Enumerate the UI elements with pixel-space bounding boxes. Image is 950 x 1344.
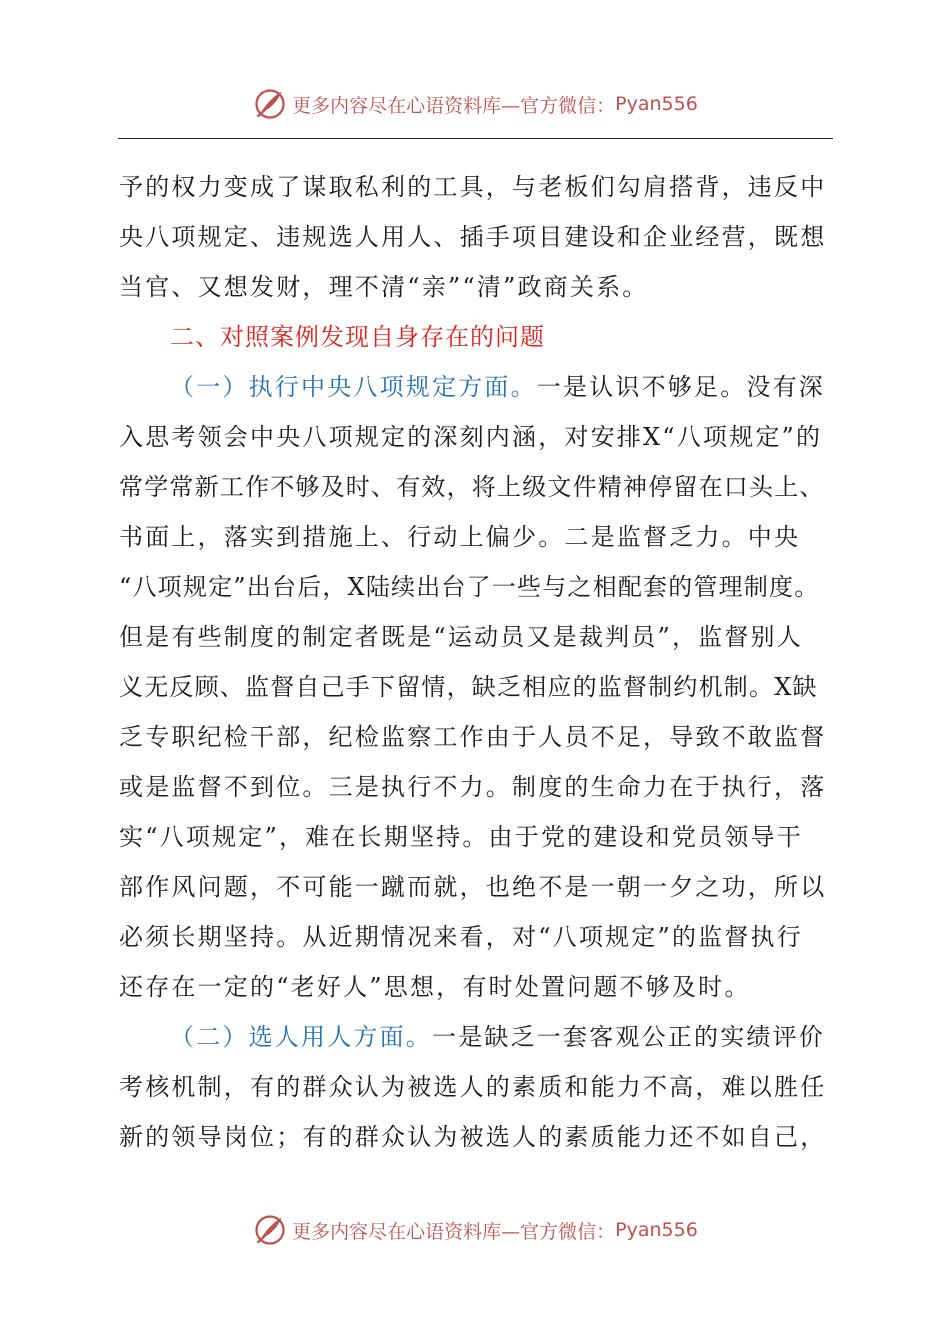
paragraph-text: 一是认识不够足。没有深 — [536, 373, 826, 401]
paragraph-line: 部作风问题，不可能一蹴而就，也绝不是一朝一夕之功，所以 — [119, 873, 827, 901]
paragraph-line: 实“八项规定”，难在长期坚持。由于党的建设和党员领导干 — [119, 823, 803, 851]
subsection-heading-2: （二）选人用人方面。 — [170, 1023, 432, 1051]
section-heading: 二、对照案例发现自身存在的问题 — [170, 323, 545, 351]
paragraph-line: 新的领导岗位；有的群众认为被选人的素质能力还不如自己， — [119, 1123, 827, 1151]
paragraph-line: 必须长期坚持。从近期情况来看，对“八项规定”的监督执行 — [119, 923, 803, 951]
footer-wechat-id: Pyan556 — [615, 1219, 698, 1241]
header-banner — [0, 84, 950, 124]
footer-banner — [0, 1210, 950, 1250]
paragraph-line: 入思考领会中央八项规定的深刻内涵，对安排X“八项规定”的 — [119, 423, 823, 451]
document-body — [119, 162, 839, 1162]
paragraph-line: 央八项规定、违规选人用人、插手项目建设和企业经营，既想 — [119, 223, 827, 251]
header-text: 更多内容尽在心语资料库—官方微信： — [292, 94, 616, 117]
feather-pen-icon — [252, 86, 288, 122]
feather-pen-icon — [252, 1212, 288, 1248]
paragraph-line: 还存在一定的“老好人”思想，有时处置问题不够及时。 — [119, 973, 751, 1001]
subsection-heading-1: （一）执行中央八项规定方面。 — [170, 373, 537, 401]
header-divider — [118, 138, 833, 139]
paragraph-line: 书面上，落实到措施上、行动上偏少。二是监督乏力。中央 — [119, 523, 801, 551]
footer-text: 更多内容尽在心语资料库—官方微信： — [292, 1220, 616, 1243]
paragraph-line: 常学常新工作不够及时、有效，将上级文件精神停留在口头上、 — [119, 473, 825, 501]
paragraph-line: “八项规定”出台后，X陆续出台了一些与之相配套的管理制度。 — [119, 573, 820, 601]
paragraph-line: 予的权力变成了谋取私利的工具，与老板们勾肩搭背，违反中 — [119, 173, 827, 201]
paragraph-line: 乏专职纪检干部，纪检监察工作由于人员不足，导致不敢监督 — [119, 723, 827, 751]
header-wechat-id: Pyan556 — [615, 93, 698, 115]
paragraph-line: 或是监督不到位。三是执行不力。制度的生命力在于执行，落 — [119, 773, 827, 801]
paragraph-line — [119, 1012, 839, 1062]
paragraph-line — [119, 362, 839, 412]
paragraph-line: 义无反顾、监督自己手下留情，缺乏相应的监督制约机制。X缺 — [119, 673, 818, 701]
paragraph-text: 一是缺乏一套客观公正的实绩评价 — [432, 1023, 825, 1051]
paragraph-line: 但是有些制度的制定者既是“运动员又是裁判员”，监督别人 — [119, 623, 803, 651]
paragraph-line: 当官、又想发财，理不清“亲”“清”政商关系。 — [119, 273, 649, 301]
paragraph-line: 考核机制，有的群众认为被选人的素质和能力不高，难以胜任 — [119, 1073, 827, 1101]
